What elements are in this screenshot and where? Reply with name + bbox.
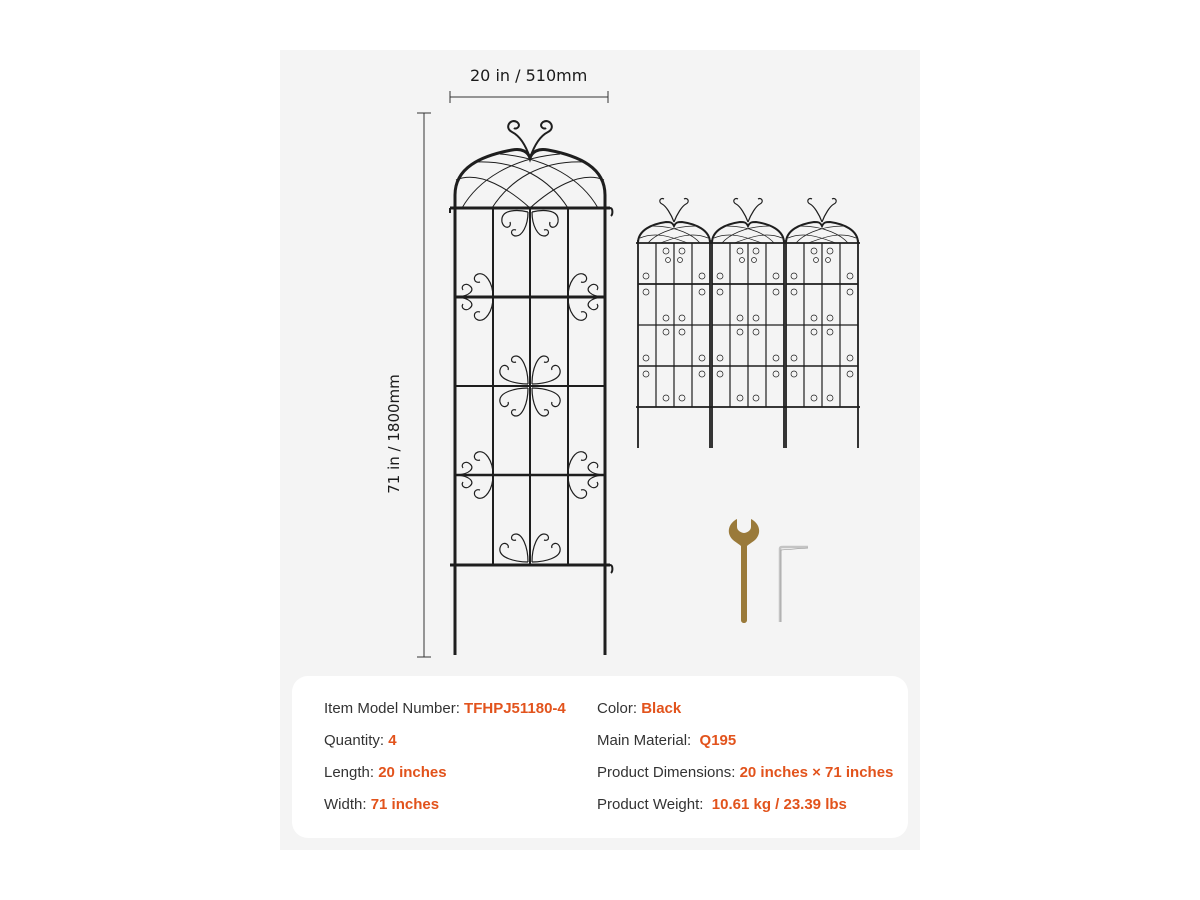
spec-label: Length: [324,764,379,781]
spec-label: Width: [324,796,371,813]
allen-key-icon [780,547,808,622]
wrench-icon [729,519,759,623]
spec-model-number [324,700,566,717]
spec-label: Color: [597,700,642,717]
small-trellis-2 [710,199,786,448]
spec-value: 4 [388,732,397,749]
width-dimension-line [450,91,608,103]
spec-length [324,764,447,781]
specifications-card [292,676,908,838]
trellis-set [636,199,860,448]
spec-label: Product Weight: [597,796,712,813]
spec-value: 20 inches × 71 inches [739,764,894,781]
spec-label: Main Material: [597,732,700,749]
spec-product-dimensions [597,764,893,781]
spec-label: Quantity: [324,732,389,749]
spec-value: 71 inches [370,796,440,813]
product-illustration [280,50,920,670]
spec-label: Product Dimensions: [597,764,740,781]
spec-value: Q195 [699,732,737,749]
spec-product-weight [597,796,847,813]
height-dimension-line [417,113,431,657]
spec-value: 10.61 kg / 23.39 lbs [711,796,847,813]
small-trellis-3 [784,199,860,448]
spec-main-material [597,732,736,749]
height-dimension-label: 71 in / 1800mm [385,374,403,494]
spec-color [597,700,681,717]
spec-value: 20 inches [378,764,447,781]
large-trellis [450,121,612,655]
width-dimension-label: 20 in / 510mm [470,66,588,85]
product-image-panel [280,50,920,850]
spec-label: Item Model Number: [324,700,465,717]
spec-quantity [324,732,397,749]
spec-value: Black [641,700,682,717]
spec-value: TFHPJ51180-4 [464,700,566,717]
small-trellis-1 [636,199,712,448]
spec-width [324,796,439,813]
